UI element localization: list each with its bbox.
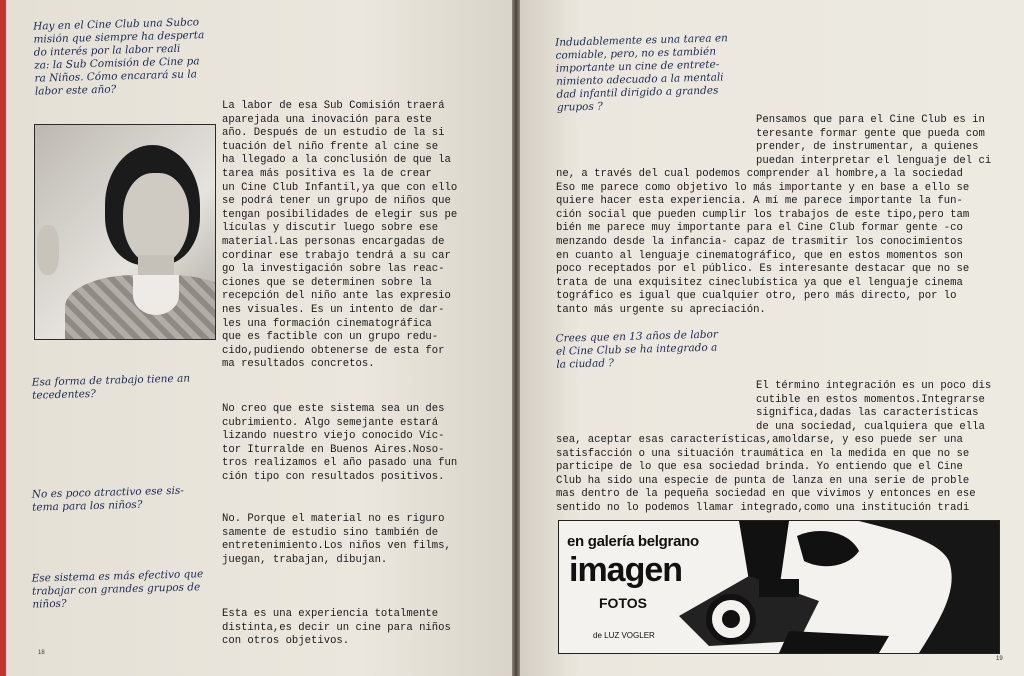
answer-1: La labor de esa Sub Comisión traerá aparejada una inovación para este año. Después de un estudio de la si tuación del niño frente al cine se ha llegado a la conclusión de que la tarea más positiva es la de crear un Cine Club Infantil,ya que con ello se podrá tener un grupo de niños que tengan posibilidades de elegir sus pe lículas y discutir luego sobre ese material.Las personas encargadas de cordinar ese trabajo tendrá a su car go la investigación sobre las reac- ciones que se determinen sobre la recepción del niño ante las expresio nes visuales. Es un intento de dar- les una formación cinematográfica que es factible con un grupo redu- cido,pudiendo obtenerse de esta for ma resultados concretos. — [222, 100, 458, 371]
answer-6-body: sea, aceptar esas características,amoldarse, y eso puede ser una satisfacción o una situación traumática en la medida en que no se participe de lo que esa sociedad brinda. Yo entiendo que el Cine Club ha sido una especie de punta de lanza en una serie de proble mas dentro de la pequeña sociedad en que vivimos y entonces en ese sentido no lo podemos llamar integrado,como una institución tradi — [556, 434, 976, 514]
portrait-photo — [34, 124, 216, 340]
ad-brand: imagen — [569, 551, 683, 589]
ad-location: en galería belgrano — [567, 533, 699, 550]
question-2: Esa forma de trabajo tiene an tecedentes? — [31, 372, 191, 402]
ad-category: FOTOS — [599, 595, 647, 611]
question-5: Indudablemente es una tarea en comiable, pero, no es también importante un cine de entrete- nimiento adecuado a la mentali dad infantil dirigido a grandes grupos ? — [555, 32, 729, 114]
advertisement-box — [558, 520, 1000, 654]
ad-owner: de LUZ VOGLER — [593, 631, 655, 640]
page-gutter — [512, 0, 520, 676]
answer-4: Esta es una experiencia totalmente distinta,es decir un cine para niños con otros objetivos. — [222, 608, 451, 648]
question-6: Crees que en 13 años de labor el Cine Club se ha integrado a la ciudad ? — [555, 328, 719, 371]
answer-5-body: ne, a través del cual podemos comprender al hombre,a la sociedad Eso me parece como objetivo lo más importante y en base a ello se quiere hacer esta experiencia. A mí me parece importante la fun- ción social que pueden cumplir los trabajos de este tipo,pero tam bién me parece muy importante para el Cine Club formar gente -co menzando desde la infancia- capaz de trasmitir los conocimientos en cuanto al lenguaje cinematográfico, que en estos momentos son poco receptados por el público. Es interesante destacar que no se trata de una exquisitez cineclubística ya que el lenguaje cinema tográfico es igual que cualquier otro, pero más directo, por lo tanto más urgente su apreciación. — [556, 168, 970, 316]
answer-6-top: El término integración es un poco dis cutible en estos momentos.Integrarse significa,dadas las características de una sociedad, cualquiera que ella — [756, 380, 992, 433]
page-number-left: 18 — [38, 650, 45, 656]
question-1: Hay en el Cine Club una Subco misión que siempre ha desperta do interés por la labor reali za: la Sub Comisión de Cine pa ra Niños. Cómo encarará su la labor este año? — [33, 16, 205, 98]
page-number-right: 19 — [996, 656, 1003, 662]
question-3: No es poco atractivo ese sis- tema para los niños? — [31, 484, 184, 514]
answer-3: No. Porque el material no es riguro samente de estudio sino también de entretenimiento.Los niños ven films, juegan, trabajan, dibujan. — [222, 513, 451, 566]
answer-2: No creo que este sistema sea un des cubrimiento. Algo semejante estará lizando nuestro viejo conocido Víc- tor Iturralde en Buenos Aires.Noso- tros realizamos el año pasado una fun ción tipo con resultados positivos. — [222, 403, 458, 483]
question-4: Ese sistema es más efectivo que trabajar con grandes grupos de niños? — [31, 568, 204, 611]
answer-5-top: Pensamos que para el Cine Club es in teresante formar gente que pueda com prender, de instrumentar, a quienes puedan interpretar el lenguaje del ci — [756, 114, 992, 167]
